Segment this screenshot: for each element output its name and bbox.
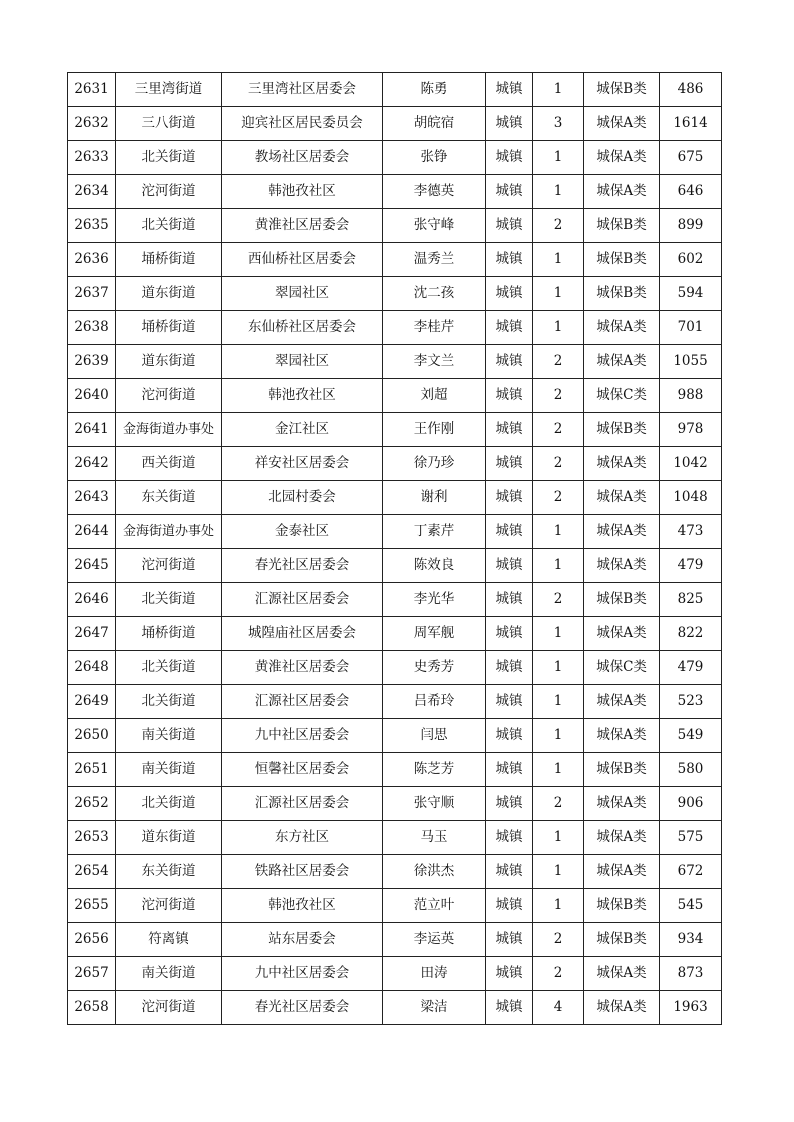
amount-cell: 1614 — [660, 107, 722, 141]
household-count-cell: 1 — [533, 311, 584, 345]
street-office-cell: 西关街道 — [116, 447, 222, 481]
amount-cell: 675 — [660, 141, 722, 175]
insurance-category-cell: 城保B类 — [584, 209, 660, 243]
amount-cell: 825 — [660, 583, 722, 617]
insurance-category-cell: 城保A类 — [584, 311, 660, 345]
community-cell: 东仙桥社区居委会 — [222, 311, 383, 345]
row-number-cell: 2654 — [68, 855, 116, 889]
row-number-cell: 2653 — [68, 821, 116, 855]
amount-cell: 479 — [660, 549, 722, 583]
row-number-cell: 2642 — [68, 447, 116, 481]
insurance-category-cell: 城保B类 — [584, 277, 660, 311]
table-row — [68, 685, 722, 719]
household-count-cell: 1 — [533, 515, 584, 549]
community-cell: 西仙桥社区居委会 — [222, 243, 383, 277]
name-cell: 马玉 — [383, 821, 486, 855]
table-row — [68, 855, 722, 889]
household-count-cell: 2 — [533, 957, 584, 991]
table-row — [68, 141, 722, 175]
name-cell: 李光华 — [383, 583, 486, 617]
name-cell: 李德英 — [383, 175, 486, 209]
area-type-cell: 城镇 — [486, 107, 533, 141]
area-type-cell: 城镇 — [486, 277, 533, 311]
name-cell: 徐洪杰 — [383, 855, 486, 889]
area-type-cell: 城镇 — [486, 753, 533, 787]
area-type-cell: 城镇 — [486, 617, 533, 651]
table-row — [68, 73, 722, 107]
area-type-cell: 城镇 — [486, 549, 533, 583]
insurance-category-cell: 城保C类 — [584, 379, 660, 413]
household-count-cell: 1 — [533, 651, 584, 685]
insurance-category-cell: 城保A类 — [584, 141, 660, 175]
amount-cell: 549 — [660, 719, 722, 753]
name-cell: 吕希玲 — [383, 685, 486, 719]
street-office-cell: 道东街道 — [116, 277, 222, 311]
street-office-cell: 三里湾街道 — [116, 73, 222, 107]
community-cell: 迎宾社区居民委员会 — [222, 107, 383, 141]
area-type-cell: 城镇 — [486, 855, 533, 889]
street-office-cell: 东关街道 — [116, 855, 222, 889]
community-cell: 九中社区居委会 — [222, 957, 383, 991]
street-office-cell: 北关街道 — [116, 209, 222, 243]
amount-cell: 473 — [660, 515, 722, 549]
row-number-cell: 2634 — [68, 175, 116, 209]
household-count-cell: 1 — [533, 753, 584, 787]
amount-cell: 672 — [660, 855, 722, 889]
insurance-category-cell: 城保B类 — [584, 753, 660, 787]
street-office-cell: 符离镇 — [116, 923, 222, 957]
name-cell: 丁素芹 — [383, 515, 486, 549]
table-row — [68, 107, 722, 141]
name-cell: 胡皖宿 — [383, 107, 486, 141]
name-cell: 温秀兰 — [383, 243, 486, 277]
insurance-category-cell: 城保A类 — [584, 787, 660, 821]
area-type-cell: 城镇 — [486, 685, 533, 719]
name-cell: 陈勇 — [383, 73, 486, 107]
name-cell: 张守顺 — [383, 787, 486, 821]
community-cell: 恒馨社区居委会 — [222, 753, 383, 787]
row-number-cell: 2652 — [68, 787, 116, 821]
insurance-category-cell: 城保A类 — [584, 345, 660, 379]
row-number-cell: 2636 — [68, 243, 116, 277]
name-cell: 范立叶 — [383, 889, 486, 923]
street-office-cell: 沱河街道 — [116, 889, 222, 923]
row-number-cell: 2635 — [68, 209, 116, 243]
insurance-category-cell: 城保A类 — [584, 719, 660, 753]
community-cell: 城隍庙社区居委会 — [222, 617, 383, 651]
table-row — [68, 413, 722, 447]
name-cell: 陈芝芳 — [383, 753, 486, 787]
amount-cell: 1055 — [660, 345, 722, 379]
amount-cell: 479 — [660, 651, 722, 685]
name-cell: 李运英 — [383, 923, 486, 957]
street-office-cell: 沱河街道 — [116, 379, 222, 413]
area-type-cell: 城镇 — [486, 209, 533, 243]
name-cell: 沈二孩 — [383, 277, 486, 311]
amount-cell: 988 — [660, 379, 722, 413]
insurance-category-cell: 城保A类 — [584, 107, 660, 141]
area-type-cell: 城镇 — [486, 345, 533, 379]
row-number-cell: 2643 — [68, 481, 116, 515]
row-number-cell: 2650 — [68, 719, 116, 753]
area-type-cell: 城镇 — [486, 413, 533, 447]
insurance-category-cell: 城保A类 — [584, 617, 660, 651]
street-office-cell: 南关街道 — [116, 753, 222, 787]
community-cell: 翠园社区 — [222, 277, 383, 311]
street-office-cell: 沱河街道 — [116, 991, 222, 1025]
insurance-category-cell: 城保A类 — [584, 855, 660, 889]
amount-cell: 545 — [660, 889, 722, 923]
household-count-cell: 1 — [533, 889, 584, 923]
row-number-cell: 2644 — [68, 515, 116, 549]
amount-cell: 899 — [660, 209, 722, 243]
street-office-cell: 埇桥街道 — [116, 311, 222, 345]
household-count-cell: 2 — [533, 447, 584, 481]
name-cell: 李桂芹 — [383, 311, 486, 345]
name-cell: 刘超 — [383, 379, 486, 413]
amount-cell: 978 — [660, 413, 722, 447]
area-type-cell: 城镇 — [486, 447, 533, 481]
community-cell: 韩池孜社区 — [222, 889, 383, 923]
community-cell: 黄淮社区居委会 — [222, 209, 383, 243]
row-number-cell: 2637 — [68, 277, 116, 311]
table-row — [68, 481, 722, 515]
insurance-category-cell: 城保C类 — [584, 651, 660, 685]
row-number-cell: 2640 — [68, 379, 116, 413]
table-row — [68, 549, 722, 583]
area-type-cell: 城镇 — [486, 175, 533, 209]
insurance-category-cell: 城保B类 — [584, 73, 660, 107]
name-cell: 谢利 — [383, 481, 486, 515]
community-cell: 北园村委会 — [222, 481, 383, 515]
insurance-category-cell: 城保B类 — [584, 583, 660, 617]
street-office-cell: 南关街道 — [116, 957, 222, 991]
area-type-cell: 城镇 — [486, 821, 533, 855]
row-number-cell: 2646 — [68, 583, 116, 617]
community-cell: 站东居委会 — [222, 923, 383, 957]
community-cell: 九中社区居委会 — [222, 719, 383, 753]
insurance-category-cell: 城保A类 — [584, 515, 660, 549]
table-row — [68, 617, 722, 651]
household-count-cell: 1 — [533, 175, 584, 209]
area-type-cell: 城镇 — [486, 73, 533, 107]
row-number-cell: 2648 — [68, 651, 116, 685]
street-office-cell: 沱河街道 — [116, 549, 222, 583]
household-count-cell: 1 — [533, 73, 584, 107]
row-number-cell: 2631 — [68, 73, 116, 107]
row-number-cell: 2645 — [68, 549, 116, 583]
table-row — [68, 753, 722, 787]
community-cell: 金泰社区 — [222, 515, 383, 549]
street-office-cell: 金海街道办事处 — [116, 515, 222, 549]
table-row — [68, 957, 722, 991]
household-count-cell: 1 — [533, 855, 584, 889]
area-type-cell: 城镇 — [486, 787, 533, 821]
street-office-cell: 北关街道 — [116, 141, 222, 175]
name-cell: 徐乃珍 — [383, 447, 486, 481]
row-number-cell: 2632 — [68, 107, 116, 141]
household-count-cell: 1 — [533, 685, 584, 719]
area-type-cell: 城镇 — [486, 481, 533, 515]
area-type-cell: 城镇 — [486, 583, 533, 617]
name-cell: 梁洁 — [383, 991, 486, 1025]
table-row — [68, 515, 722, 549]
table-row — [68, 175, 722, 209]
community-cell: 汇源社区居委会 — [222, 583, 383, 617]
household-count-cell: 1 — [533, 617, 584, 651]
name-cell: 闫思 — [383, 719, 486, 753]
table-row — [68, 345, 722, 379]
community-cell: 韩池孜社区 — [222, 175, 383, 209]
area-type-cell: 城镇 — [486, 889, 533, 923]
row-number-cell: 2638 — [68, 311, 116, 345]
community-cell: 黄淮社区居委会 — [222, 651, 383, 685]
table-row — [68, 209, 722, 243]
street-office-cell: 东关街道 — [116, 481, 222, 515]
household-count-cell: 2 — [533, 379, 584, 413]
community-cell: 金江社区 — [222, 413, 383, 447]
community-cell: 祥安社区居委会 — [222, 447, 383, 481]
household-count-cell: 1 — [533, 719, 584, 753]
insurance-category-cell: 城保A类 — [584, 175, 660, 209]
household-count-cell: 1 — [533, 243, 584, 277]
area-type-cell: 城镇 — [486, 141, 533, 175]
area-type-cell: 城镇 — [486, 515, 533, 549]
area-type-cell: 城镇 — [486, 379, 533, 413]
insurance-category-cell: 城保A类 — [584, 549, 660, 583]
household-count-cell: 2 — [533, 583, 584, 617]
table-row — [68, 719, 722, 753]
table-row — [68, 991, 722, 1025]
table-row — [68, 889, 722, 923]
street-office-cell: 北关街道 — [116, 583, 222, 617]
community-cell: 翠园社区 — [222, 345, 383, 379]
community-cell: 铁路社区居委会 — [222, 855, 383, 889]
street-office-cell: 金海街道办事处 — [116, 413, 222, 447]
street-office-cell: 南关街道 — [116, 719, 222, 753]
row-number-cell: 2633 — [68, 141, 116, 175]
household-count-cell: 2 — [533, 481, 584, 515]
household-count-cell: 1 — [533, 549, 584, 583]
street-office-cell: 沱河街道 — [116, 175, 222, 209]
table-row — [68, 583, 722, 617]
area-type-cell: 城镇 — [486, 719, 533, 753]
street-office-cell: 北关街道 — [116, 787, 222, 821]
area-type-cell: 城镇 — [486, 651, 533, 685]
amount-cell: 1963 — [660, 991, 722, 1025]
community-cell: 韩池孜社区 — [222, 379, 383, 413]
row-number-cell: 2657 — [68, 957, 116, 991]
name-cell: 陈效良 — [383, 549, 486, 583]
table-row — [68, 243, 722, 277]
name-cell: 田涛 — [383, 957, 486, 991]
area-type-cell: 城镇 — [486, 311, 533, 345]
amount-cell: 873 — [660, 957, 722, 991]
insurance-category-cell: 城保A类 — [584, 821, 660, 855]
insurance-category-cell: 城保A类 — [584, 447, 660, 481]
household-count-cell: 2 — [533, 209, 584, 243]
table-row — [68, 379, 722, 413]
household-count-cell: 2 — [533, 787, 584, 821]
insurance-category-cell: 城保A类 — [584, 685, 660, 719]
amount-cell: 934 — [660, 923, 722, 957]
insurance-category-cell: 城保B类 — [584, 243, 660, 277]
community-cell: 三里湾社区居委会 — [222, 73, 383, 107]
area-type-cell: 城镇 — [486, 957, 533, 991]
amount-cell: 822 — [660, 617, 722, 651]
name-cell: 张守峰 — [383, 209, 486, 243]
amount-cell: 575 — [660, 821, 722, 855]
household-count-cell: 3 — [533, 107, 584, 141]
insurance-category-cell: 城保B类 — [584, 413, 660, 447]
records-table — [67, 72, 722, 1025]
household-count-cell: 1 — [533, 277, 584, 311]
household-count-cell: 4 — [533, 991, 584, 1025]
street-office-cell: 道东街道 — [116, 345, 222, 379]
amount-cell: 906 — [660, 787, 722, 821]
amount-cell: 646 — [660, 175, 722, 209]
area-type-cell: 城镇 — [486, 243, 533, 277]
name-cell: 王作刚 — [383, 413, 486, 447]
area-type-cell: 城镇 — [486, 991, 533, 1025]
area-type-cell: 城镇 — [486, 923, 533, 957]
table-row — [68, 923, 722, 957]
name-cell: 史秀芳 — [383, 651, 486, 685]
insurance-category-cell: 城保A类 — [584, 481, 660, 515]
insurance-category-cell: 城保A类 — [584, 957, 660, 991]
street-office-cell: 埇桥街道 — [116, 617, 222, 651]
community-cell: 汇源社区居委会 — [222, 787, 383, 821]
insurance-category-cell: 城保A类 — [584, 991, 660, 1025]
row-number-cell: 2655 — [68, 889, 116, 923]
row-number-cell: 2641 — [68, 413, 116, 447]
name-cell: 李文兰 — [383, 345, 486, 379]
street-office-cell: 北关街道 — [116, 651, 222, 685]
table-row — [68, 821, 722, 855]
table-row — [68, 311, 722, 345]
row-number-cell: 2639 — [68, 345, 116, 379]
community-cell: 东方社区 — [222, 821, 383, 855]
street-office-cell: 三八街道 — [116, 107, 222, 141]
street-office-cell: 道东街道 — [116, 821, 222, 855]
street-office-cell: 北关街道 — [116, 685, 222, 719]
household-count-cell: 1 — [533, 821, 584, 855]
amount-cell: 486 — [660, 73, 722, 107]
household-count-cell: 2 — [533, 345, 584, 379]
amount-cell: 594 — [660, 277, 722, 311]
amount-cell: 523 — [660, 685, 722, 719]
row-number-cell: 2658 — [68, 991, 116, 1025]
amount-cell: 1048 — [660, 481, 722, 515]
community-cell: 教场社区居委会 — [222, 141, 383, 175]
row-number-cell: 2656 — [68, 923, 116, 957]
row-number-cell: 2651 — [68, 753, 116, 787]
table-row — [68, 651, 722, 685]
amount-cell: 1042 — [660, 447, 722, 481]
row-number-cell: 2649 — [68, 685, 116, 719]
row-number-cell: 2647 — [68, 617, 116, 651]
table-row — [68, 277, 722, 311]
insurance-category-cell: 城保B类 — [584, 889, 660, 923]
name-cell: 张铮 — [383, 141, 486, 175]
table-row — [68, 787, 722, 821]
table-body — [68, 73, 722, 1025]
household-count-cell: 1 — [533, 141, 584, 175]
community-cell: 春光社区居委会 — [222, 549, 383, 583]
name-cell: 周军舰 — [383, 617, 486, 651]
household-count-cell: 2 — [533, 923, 584, 957]
amount-cell: 701 — [660, 311, 722, 345]
street-office-cell: 埇桥街道 — [116, 243, 222, 277]
amount-cell: 580 — [660, 753, 722, 787]
amount-cell: 602 — [660, 243, 722, 277]
table-row — [68, 447, 722, 481]
household-count-cell: 2 — [533, 413, 584, 447]
community-cell: 春光社区居委会 — [222, 991, 383, 1025]
community-cell: 汇源社区居委会 — [222, 685, 383, 719]
insurance-category-cell: 城保B类 — [584, 923, 660, 957]
